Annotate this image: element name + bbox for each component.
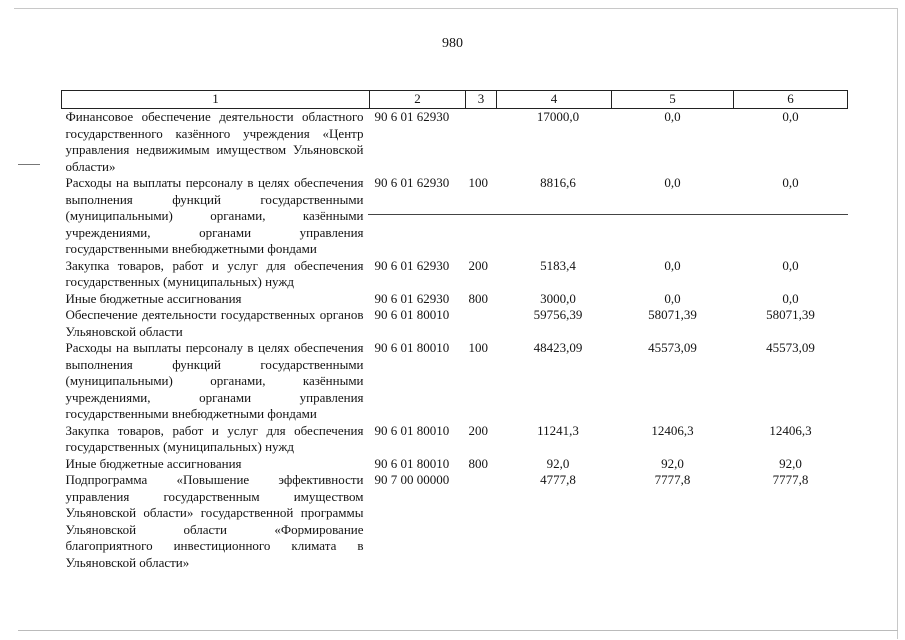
row-value-col6: 0,0 [782,175,799,190]
header-col-6: 6 [734,91,848,109]
table-row [62,472,848,571]
row-name: Финансовое обеспечение деятельности областного государственного казённого учреждения «Центр управления недвижимым имуществом Ульяновской области» [65,109,364,174]
row-code: 90 6 01 80010 [374,307,450,322]
row-value-col5: 0,0 [664,109,681,124]
row-code: 90 6 01 62930 [374,257,450,273]
row-value-col6: 7777,8 [772,472,809,487]
row-value-col5: 0,0 [664,175,681,190]
scan-line [368,214,848,215]
budget-table [61,90,848,571]
row-expense-type [466,307,497,340]
row-value-col4: 4777,8 [540,472,576,487]
row-code: 90 6 01 62930 [374,290,450,306]
table-row [62,456,848,473]
row-value-col5: 45573,09 [648,340,697,355]
row-code: 90 6 01 62930 [374,175,450,190]
table-row [62,423,848,456]
row-name: Расходы на выплаты персоналу в целях обеспечения выполнения функций государственными (муниципальными) органами, казёнными учреждениями, органами управления государственными внебюджетными фондами [65,175,364,256]
table-row [62,340,848,423]
row-expense-type: 200 [468,257,488,273]
row-value-col4: 92,0 [546,455,570,471]
table-row [62,109,848,176]
row-value-col4: 59756,39 [533,307,583,322]
row-expense-type [466,472,497,571]
header-row [62,91,848,109]
row-expense-type: 800 [468,455,488,471]
header-col-1: 1 [62,91,370,109]
row-value-col6: 92,0 [779,455,802,471]
row-value-col6: 0,0 [782,109,799,124]
row-value-col6: 58071,39 [766,307,815,322]
table-row [62,175,848,258]
row-name: Подпрограмма «Повышение эффективности управления государственным имуществом Ульяновской области» государственной программы Ульяновской области «Формирование благоприятного инвестиционного климата в Ульяновской области» [65,472,364,570]
row-code: 90 6 01 80010 [374,340,450,355]
scan-line [18,164,40,165]
table-header [62,91,848,109]
row-expense-type: 100 [468,175,488,190]
row-expense-type [466,109,497,176]
row-value-col4: 17000,0 [536,109,580,124]
row-value-col4: 8816,6 [540,175,576,190]
row-value-col6: 0,0 [782,257,799,273]
row-expense-type: 200 [468,422,488,438]
row-code: 90 6 01 80010 [374,455,450,471]
row-name: Иные бюджетные ассигнования [65,290,242,306]
row-name: Расходы на выплаты персоналу в целях обеспечения выполнения функций государственными (муниципальными) органами, казёнными учреждениями, органами управления государственными внебюджетными фондами [65,340,364,421]
row-value-col4: 3000,0 [540,290,576,306]
row-value-col6: 45573,09 [766,340,815,355]
header-col-5: 5 [612,91,734,109]
header-col-3: 3 [466,91,497,109]
row-value-col5: 0,0 [664,290,681,306]
row-value-col5: 7777,8 [654,472,691,487]
row-name: Закупка товаров, работ и услуг для обеспечения государственных (муниципальных) нужд [65,257,364,289]
row-code: 90 7 00 00000 [374,472,450,487]
page-number: 980 [442,36,463,51]
table-row [62,307,848,340]
row-value-col5: 12406,3 [651,422,694,438]
row-code: 90 6 01 62930 [374,109,450,124]
row-value-col5: 58071,39 [648,307,697,322]
row-code: 90 6 01 80010 [374,422,450,438]
row-expense-type: 800 [468,290,488,306]
row-value-col5: 0,0 [664,257,681,273]
header-col-4: 4 [497,91,612,109]
row-value-col6: 12406,3 [769,422,812,438]
row-value-col5: 92,0 [661,455,684,471]
row-name: Иные бюджетные ассигнования [65,455,242,471]
table-row [62,258,848,291]
scan-line [18,630,898,631]
table-body [62,109,848,572]
row-name: Обеспечение деятельности государственных органов Ульяновской области [65,307,364,339]
row-value-col4: 11241,3 [537,422,579,438]
row-value-col6: 0,0 [782,290,799,306]
row-value-col4: 48423,09 [533,340,583,355]
row-name: Закупка товаров, работ и услуг для обеспечения государственных (муниципальных) нужд [65,422,364,454]
row-value-col4: 5183,4 [540,257,576,273]
table-row [62,291,848,308]
header-col-2: 2 [370,91,466,109]
row-expense-type: 100 [468,340,488,355]
